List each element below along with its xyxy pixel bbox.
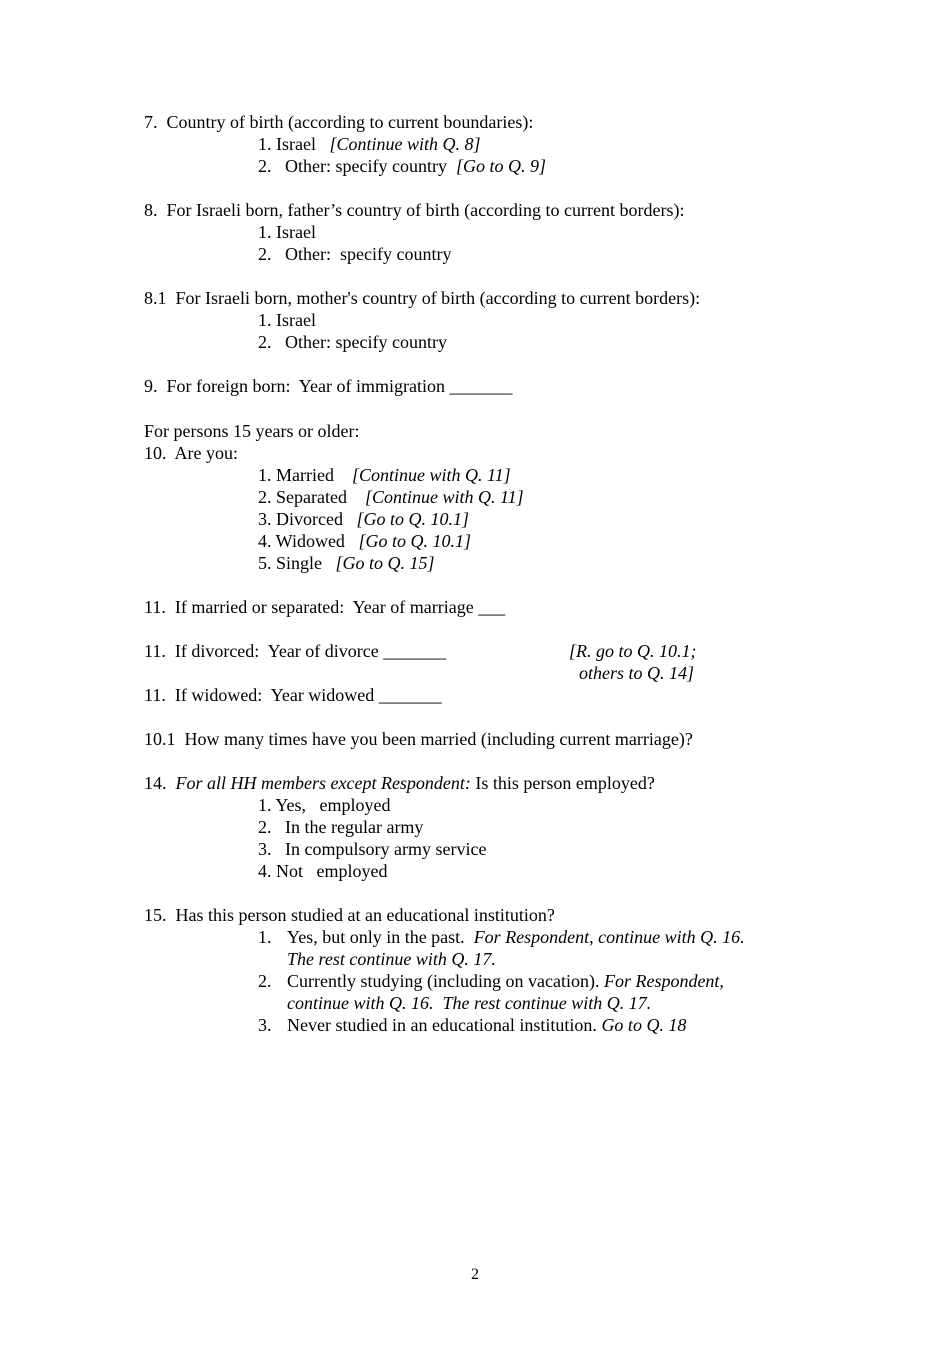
question-11-married: 11. If married or separated: Year of marriage ___ bbox=[144, 597, 506, 617]
q14-option-1: 1. Yes, employed bbox=[258, 795, 391, 815]
q15-option-2-number: 2. bbox=[258, 971, 272, 991]
age-filter-heading: For persons 15 years or older: bbox=[144, 421, 360, 441]
q10-option-3: 3. Divorced [Go to Q. 10.1] bbox=[258, 509, 469, 529]
q8-option-1: 1. Israel bbox=[258, 222, 316, 242]
q15-option-2-continued: continue with Q. 16. The rest continue with Q. 17. bbox=[287, 993, 652, 1013]
question-14: 14. For all HH members except Respondent: Is this person employed? bbox=[144, 773, 655, 793]
question-11-divorced: 11. If divorced: Year of divorce _______ bbox=[144, 641, 447, 661]
question-7: 7. Country of birth (according to current boundaries): bbox=[144, 112, 534, 132]
q15-option-1-number: 1. bbox=[258, 927, 272, 947]
question-15: 15. Has this person studied at an educational institution? bbox=[144, 905, 555, 925]
q10-option-5: 5. Single [Go to Q. 15] bbox=[258, 553, 435, 573]
q10-option-1: 1. Married [Continue with Q. 11] bbox=[258, 465, 511, 485]
q8-option-2: 2. Other: specify country bbox=[258, 244, 452, 264]
question-8-1: 8.1 For Israeli born, mother's country of birth (according to current borders): bbox=[144, 288, 701, 308]
q11-routing-note-2: others to Q. 14] bbox=[579, 663, 695, 683]
q11-routing-note-1: [R. go to Q. 10.1; bbox=[569, 641, 697, 661]
q14-option-4: 4. Not employed bbox=[258, 861, 388, 881]
q7-option-2: 2. Other: specify country [Go to Q. 9] bbox=[258, 156, 546, 176]
q14-option-3: 3. In compulsory army service bbox=[258, 839, 487, 859]
q15-option-2: Currently studying (including on vacation). For Respondent, bbox=[287, 971, 724, 991]
question-9: 9. For foreign born: Year of immigration _______ bbox=[144, 376, 513, 396]
q15-option-3: Never studied in an educational institution. Go to Q. 18 bbox=[287, 1015, 687, 1035]
question-11-widowed: 11. If widowed: Year widowed _______ bbox=[144, 685, 442, 705]
q10-option-2: 2. Separated [Continue with Q. 11] bbox=[258, 487, 524, 507]
question-10: 10. Are you: bbox=[144, 443, 238, 463]
q7-option-1: 1. Israel [Continue with Q. 8] bbox=[258, 134, 481, 154]
q15-option-1: Yes, but only in the past. For Respondent, continue with Q. 16. bbox=[287, 927, 745, 947]
q8-1-option-2: 2. Other: specify country bbox=[258, 332, 447, 352]
question-8: 8. For Israeli born, father’s country of birth (according to current borders): bbox=[144, 200, 685, 220]
q8-1-option-1: 1. Israel bbox=[258, 310, 316, 330]
q10-option-4: 4. Widowed [Go to Q. 10.1] bbox=[258, 531, 471, 551]
question-10-1: 10.1 How many times have you been married (including current marriage)? bbox=[144, 729, 693, 749]
q15-option-1-continued: The rest continue with Q. 17. bbox=[287, 949, 496, 969]
q14-option-2: 2. In the regular army bbox=[258, 817, 424, 837]
page-number: 2 bbox=[471, 1266, 479, 1283]
q15-option-3-number: 3. bbox=[258, 1015, 272, 1035]
